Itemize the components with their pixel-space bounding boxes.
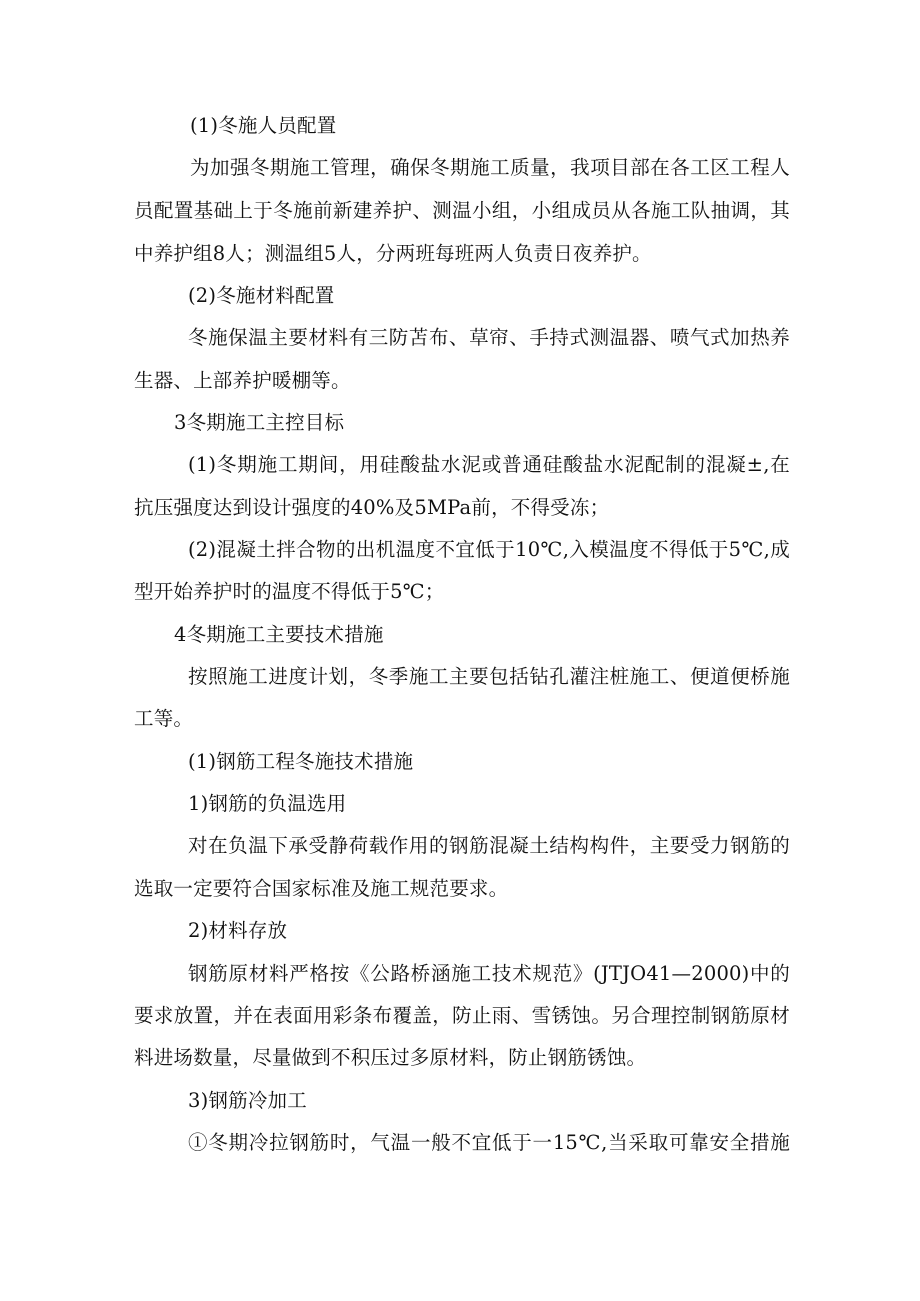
paragraph-line: 型开始养护时的温度不得低于5℃； bbox=[134, 580, 445, 603]
heading-rebar-measures: (1)钢筋工程冬施技术措施 bbox=[188, 750, 414, 773]
paragraph-line: 生器、上部养护暖棚等。 bbox=[134, 369, 351, 392]
paragraph-line: 选取一定要符合国家标准及施工规范要求。 bbox=[134, 877, 509, 900]
subheading-cold-working: 3)钢筋冷加工 bbox=[188, 1089, 307, 1112]
paragraph-line: 冬施保温主要材料有三防苫布、草帘、手持式测温器、喷气式加热养 bbox=[188, 326, 790, 349]
paragraph-line: 工等。 bbox=[134, 707, 194, 730]
section-heading-3: 3冬期施工主控目标 bbox=[174, 411, 345, 434]
subheading-rebar-selection: 1)钢筋的负温选用 bbox=[188, 792, 347, 815]
paragraph-line: ①冬期冷拉钢筋时，气温一般不宜低于一15℃,当采取可靠安全措施 bbox=[188, 1131, 790, 1154]
subheading-material-storage: 2)材料存放 bbox=[188, 919, 288, 942]
paragraph-line: (2)混凝土拌合物的出机温度不宜低于10℃,入模温度不得低于5℃,成 bbox=[188, 538, 790, 561]
paragraph-line: 钢筋原材料严格按《公路桥涵施工技术规范》(JTJO41—2000)中的 bbox=[188, 962, 790, 985]
paragraph-line: 要求放置，并在表面用彩条布覆盖，防止雨、雪锈蚀。另合理控制钢筋原材 bbox=[134, 1004, 790, 1027]
paragraph-line: 对在负温下承受静荷载作用的钢筋混凝土结构构件，主要受力钢筋的 bbox=[188, 834, 790, 857]
paragraph-line: (1)冬期施工期间，用硅酸盐水泥或普通硅酸盐水泥配制的混凝±,在 bbox=[188, 453, 790, 476]
paragraph-line: 中养护组8人；测温组5人，分两班每班两人负责日夜养护。 bbox=[134, 242, 652, 265]
paragraph-line: 抗压强度达到设计强度的40%及5MPa前，不得受冻； bbox=[134, 496, 610, 519]
paragraph-line: 按照施工进度计划，冬季施工主要包括钻孔灌注桩施工、便道便桥施 bbox=[188, 665, 790, 688]
paragraph-line: 为加强冬期施工管理，确保冬期施工质量，我项目部在各工区工程人 bbox=[190, 156, 790, 179]
paragraph-line: 员配置基础上于冬施前新建养护、测温小组，小组成员从各施工队抽调，其 bbox=[134, 199, 790, 222]
section-heading-4: 4冬期施工主要技术措施 bbox=[174, 623, 384, 646]
heading-winter-staffing: (1)冬施人员配置 bbox=[190, 114, 337, 137]
paragraph-line: 料进场数量，尽量做到不积压过多原材料，防止钢筋锈蚀。 bbox=[134, 1046, 647, 1069]
heading-winter-materials: (2)冬施材料配置 bbox=[188, 284, 335, 307]
